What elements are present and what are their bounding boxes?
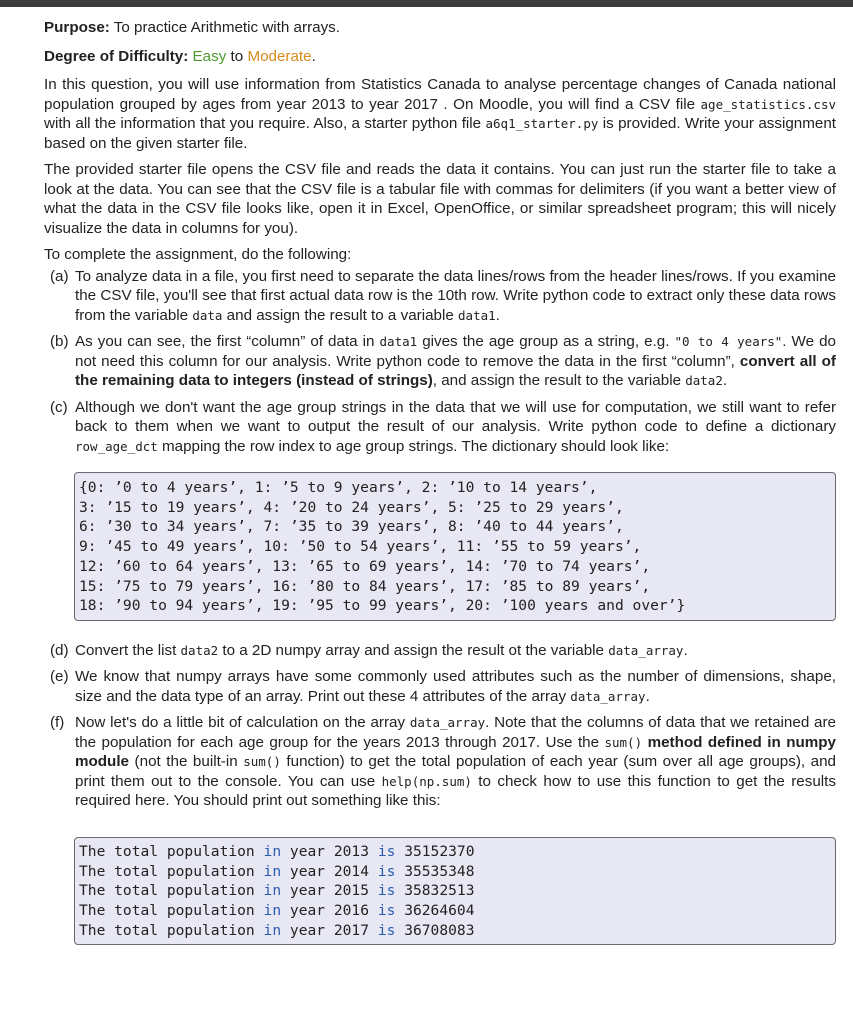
task-f-text-5: to check how to use this function to get the results required here. You should print out something like this: xyxy=(75,772,836,810)
task-b-code-example: "0 to 4 years" xyxy=(674,334,783,349)
task-b-code-data1: data1 xyxy=(379,334,418,349)
output-year: 2013 xyxy=(333,842,370,860)
keyword-is: is xyxy=(377,842,396,860)
code-line: 3: ’15 to 19 years’, 4: ’20 to 24 years’, 5: ’25 to 29 years’, xyxy=(79,498,624,516)
intro-paragraph xyxy=(44,75,836,153)
task-a-code-data: data xyxy=(192,307,223,323)
output-year-word: year xyxy=(289,842,326,860)
task-list xyxy=(44,267,836,457)
output-line xyxy=(79,921,831,941)
output-code-block xyxy=(74,837,836,946)
task-a-code-data1: data1 xyxy=(458,307,496,323)
code-line: 9: ’45 to 49 years’, 10: ’50 to 54 years’, 11: ’55 to 59 years’, xyxy=(79,538,642,556)
dictionary-code-block xyxy=(74,472,836,621)
keyword-is: is xyxy=(377,902,396,920)
output-total: 36708083 xyxy=(404,921,475,939)
output-total: 36264604 xyxy=(404,902,475,920)
code-line: {0: ’0 to 4 years’, 1: ’5 to 9 years’, 2: ’10 to 14 years’, xyxy=(79,479,598,496)
task-f-bold-text: method defined in numpy module xyxy=(75,733,836,771)
code-line: 6: ’30 to 34 years’, 7: ’35 to 39 years’, 8: ’40 to 44 years’, xyxy=(79,518,624,536)
output-line xyxy=(79,901,831,921)
purpose-line xyxy=(44,18,836,38)
complete-intro: To complete the assignment, do the following: xyxy=(44,246,352,263)
task-c-text-1: Although we don't want the age group strings in the data that we will use for computation, we still want to refer back to them when we want to output the result of our analysis. Write python code to define a dictionary xyxy=(75,398,836,435)
output-prefix: The total population xyxy=(79,921,255,939)
task-a-text-3: . xyxy=(495,306,500,324)
task-e-text-1: We know that numpy arrays have some commonly used attributes such as the number of dimensions, shape, size and the data type of an array. Print out these 4 attributes of the array xyxy=(75,668,836,705)
task-f-text-2: . Note that the columns of data that we retained are the population for each age group for the years 2013 through 2017. Use the xyxy=(75,714,836,751)
task-b-text-5: . xyxy=(722,372,728,389)
output-year: 2015 xyxy=(333,882,370,900)
task-c xyxy=(44,398,836,457)
code-line: 15: ’75 to 79 years’, 16: ’80 to 84 years’, 17: ’85 to 89 years’, xyxy=(79,577,651,595)
output-line xyxy=(79,842,831,862)
keyword-in: in xyxy=(263,882,282,900)
task-c-code-dict: row_age_dct xyxy=(75,438,158,454)
keyword-in: in xyxy=(263,921,282,939)
difficulty-to: to xyxy=(230,47,244,65)
task-a-marker: (a) xyxy=(50,267,69,285)
output-total: 35832513 xyxy=(404,882,475,900)
output-prefix: The total population xyxy=(79,882,255,900)
intro-text-1: In this question, you will use information from Statistics Canada to analyse percentage changes of Canada national population grouped by ages from year 2013 to year 2017 . On Moodle, you will find a CSV file xyxy=(44,76,836,113)
task-f-code-data-array: data_array xyxy=(409,715,486,731)
output-line xyxy=(79,881,831,901)
task-b-text-3: . We do not need this column for our analysis. Write python code to remove the data in the first “column”, xyxy=(75,333,836,370)
task-d-marker: (d) xyxy=(50,641,69,659)
task-b-text-4: , and assign the result to the variable xyxy=(432,372,686,389)
starter-filename: a6q1_starter.py xyxy=(485,116,599,131)
task-a-text-1: To analyze data in a file, you first need to separate the data lines/rows from the header lines/rows. If you examine the CSV file, you'll see that first actual data row is the 10th row. Write python code to extract only these data rows from the variable xyxy=(75,267,836,324)
keyword-in: in xyxy=(263,842,282,860)
output-total: 35535348 xyxy=(404,862,475,880)
task-e xyxy=(44,667,836,706)
task-e-code-data-array: data_array xyxy=(570,688,646,704)
task-f-code-sum: sum() xyxy=(604,734,643,750)
output-year: 2016 xyxy=(333,902,370,920)
task-a-text-2: and assign the result to a variable xyxy=(222,306,459,324)
output-prefix: The total population xyxy=(79,902,255,920)
output-year-word: year xyxy=(289,921,326,939)
assignment-content xyxy=(44,12,836,965)
code-line: 18: ’90 to 94 years’, 19: ’95 to 99 years’, 20: ’100 years and over’} xyxy=(79,597,686,615)
task-b-text-1: As you can see, the first “column” of data in xyxy=(75,333,380,350)
difficulty-period: . xyxy=(311,47,316,65)
task-c-text-2: mapping the row index to age group strings. The dictionary should look like: xyxy=(157,437,670,455)
purpose-label: Purpose: xyxy=(44,19,110,36)
task-c-marker: (c) xyxy=(50,398,68,416)
starter-paragraph: The provided starter file opens the CSV file and reads the data it contains. You can just run the starter file to take a look at the data. You can see that the CSV file is a tabular file with commas for delimiters (if you want a better view of what the data in the CSV file looks like, open it in Excel, OpenOffice, or similar spreadsheet program; this will nicely visualize the data in columns for you). xyxy=(44,161,836,237)
task-e-text-2: . xyxy=(645,687,650,705)
output-year-word: year xyxy=(289,862,326,880)
task-f-code-help: help(np.sum) xyxy=(381,773,472,789)
task-f-text-3: (not the built-in xyxy=(129,753,244,771)
task-list-continued xyxy=(44,641,836,811)
top-border-bar xyxy=(0,0,853,7)
task-d-code-data2: data2 xyxy=(180,642,219,658)
intro-text-2: with all the information that you require. Also, a starter python file xyxy=(44,115,486,132)
output-total: 35152370 xyxy=(404,842,475,860)
keyword-is: is xyxy=(377,882,396,900)
output-year: 2017 xyxy=(333,921,370,939)
output-year-word: year xyxy=(289,882,326,900)
keyword-is: is xyxy=(377,921,396,939)
difficulty-label: Degree of Difficulty: xyxy=(44,47,189,65)
task-f xyxy=(44,713,836,811)
difficulty-line xyxy=(44,47,836,67)
code-line: 12: ’60 to 64 years’, 13: ’65 to 69 years’, 14: ’70 to 74 years’, xyxy=(79,557,651,575)
output-year: 2014 xyxy=(333,862,370,880)
task-f-text-4: function) to get the total population of each year (sum over all age groups), and print them out to the console. You can use xyxy=(75,753,836,790)
keyword-in: in xyxy=(263,902,282,920)
purpose-text: To practice Arithmetic with arrays. xyxy=(113,19,340,36)
task-b-text-2: gives the age group as a string, e.g. xyxy=(417,333,675,350)
task-d-text-1: Convert the list xyxy=(75,641,181,659)
keyword-is: is xyxy=(377,862,396,880)
output-prefix: The total population xyxy=(79,862,255,880)
output-prefix: The total population xyxy=(79,842,255,860)
difficulty-moderate: Moderate xyxy=(247,47,312,65)
task-f-text-1: Now let's do a little bit of calculation on the array xyxy=(75,714,410,732)
intro-text-3: is provided. Write your assignment based on the given starter file. xyxy=(44,115,836,152)
task-b-code-data2: data2 xyxy=(685,373,723,388)
task-b-bold-text: convert all of the remaining data to integers (instead of strings) xyxy=(75,352,836,389)
task-a xyxy=(44,267,836,326)
task-d xyxy=(44,641,836,661)
task-d-code-data-array: data_array xyxy=(608,642,684,658)
keyword-in: in xyxy=(263,862,282,880)
task-f-code-builtin-sum: sum() xyxy=(243,754,281,770)
csv-filename: age_statistics.csv xyxy=(700,96,836,112)
task-b xyxy=(44,332,836,391)
output-year-word: year xyxy=(289,902,326,920)
task-f-marker: (f) xyxy=(50,714,65,732)
difficulty-easy: Easy xyxy=(192,47,227,65)
output-line xyxy=(79,862,831,882)
task-d-text-2: to a 2D numpy array and assign the result ot the variable xyxy=(218,641,609,659)
task-e-marker: (e) xyxy=(50,668,69,686)
task-b-marker: (b) xyxy=(50,333,69,350)
task-d-text-3: . xyxy=(683,641,688,659)
